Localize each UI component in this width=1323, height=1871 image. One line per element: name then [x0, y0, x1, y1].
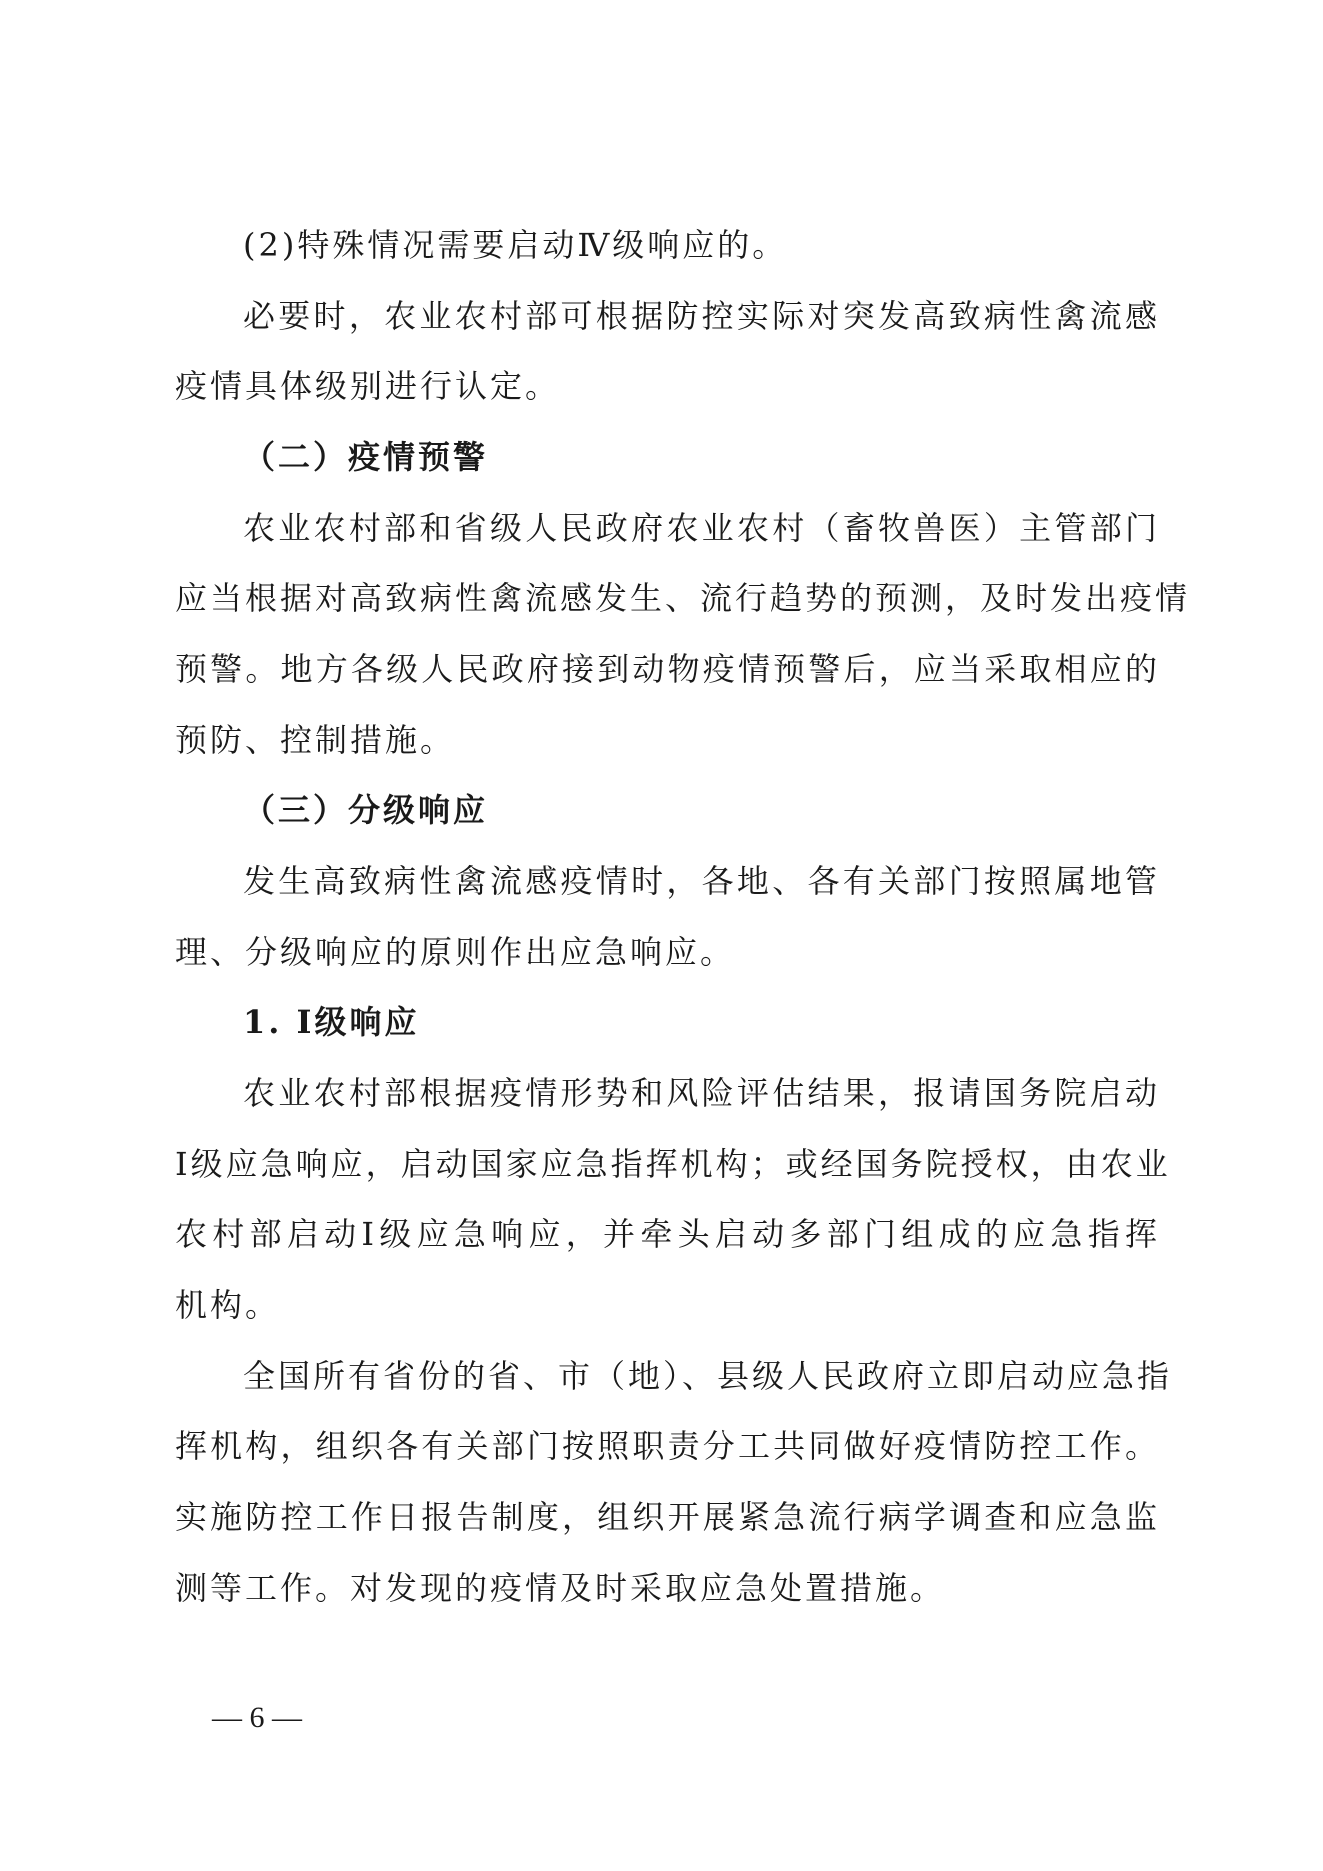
text-line-provinces-1: 全国所有省份的省、市（地）、县级人民政府立即启动应急指 — [243, 1357, 1173, 1395]
subsection-heading-level-1-response: 1. Ⅰ级响应 — [243, 1003, 420, 1041]
text-line-provinces-2: 挥机构，组织各有关部门按照职责分工共同做好疫情防控工作。 — [175, 1427, 1160, 1465]
text-line-warning-3: 预警。地方各级人民政府接到动物疫情预警后，应当采取相应的 — [175, 650, 1160, 688]
text-line-warning-4: 预防、控制措施。 — [175, 721, 456, 759]
text-line-warning-2: 应当根据对高致病性禽流感发生、流行趋势的预测，及时发出疫情 — [175, 579, 1191, 617]
page-number: — 6 — — [212, 1701, 302, 1734]
text-line-level-1-b: Ⅰ级应急响应，启动国家应急指挥机构；或经国务院授权，由农业 — [175, 1145, 1171, 1183]
section-heading-graded-response: （三）分级响应 — [243, 791, 489, 829]
text-line-when-necessary: 必要时，农业农村部可根据防控实际对突发高致病性禽流感 — [243, 297, 1160, 335]
text-line-response-1: 发生高致病性禽流感疫情时，各地、各有关部门按照属地管 — [243, 862, 1160, 900]
text-line-level-determination: 疫情具体级别进行认定。 — [175, 367, 561, 405]
text-line-provinces-3: 实施防控工作日报告制度，组织开展紧急流行病学调查和应急监 — [175, 1498, 1160, 1536]
text-line-response-2: 理、分级响应的原则作出应急响应。 — [175, 933, 736, 971]
text-line-level-1-c: 农村部启动Ⅰ级应急响应，并牵头启动多部门组成的应急指挥 — [175, 1215, 1160, 1253]
text-line-level-1-a: 农业农村部根据疫情形势和风险评估结果，报请国务院启动 — [243, 1074, 1160, 1112]
text-line-special-case: (2)特殊情况需要启动Ⅳ级响应的。 — [243, 226, 788, 264]
text-line-warning-1: 农业农村部和省级人民政府农业农村（畜牧兽医）主管部门 — [243, 509, 1160, 547]
text-line-provinces-4: 测等工作。对发现的疫情及时采取应急处置措施。 — [175, 1569, 946, 1607]
text-line-level-1-d: 机构。 — [175, 1286, 281, 1324]
section-heading-epidemic-warning: （二）疫情预警 — [243, 438, 489, 476]
